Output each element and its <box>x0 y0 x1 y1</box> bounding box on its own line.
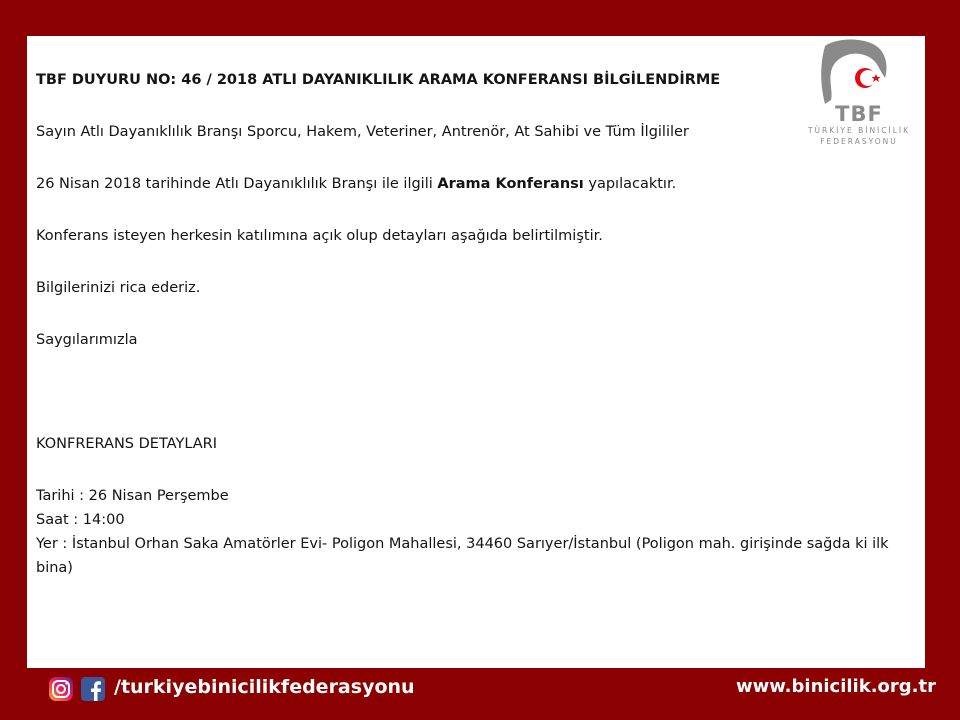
instagram-icon[interactable] <box>48 676 74 702</box>
announcement-text-after: yapılacaktır. <box>583 176 677 192</box>
announcement-text-bold: Arama Konferansı <box>437 176 584 192</box>
conference-date: Tarihi : 26 Nisan Perşembe <box>36 488 229 504</box>
conference-place: Yer : İstanbul Orhan Saka Amatörler Evi- Poligon Mahallesi, 34460 Sarıyer/İstanbul (Poligon mah. girişinde sağda ki ilk bina) <box>36 536 889 576</box>
logo-subtitle-line1: TÜRKİYE BİNİCİLİK <box>807 126 911 135</box>
announcement-body <box>36 68 896 580</box>
footer-bar <box>0 670 960 720</box>
logo-subtitle-line2: FEDERASYONU <box>820 137 898 146</box>
details-intro-text: Konferans isteyen herkesin katılımına açık olup detayları aşağıda belirtilmiştir. <box>36 228 603 244</box>
logo-abbreviation: TBF <box>835 102 883 126</box>
announcement-paragraph <box>36 172 896 196</box>
details-heading: KONFRERANS DETAYLARI <box>36 436 218 452</box>
info-request-text: Bilgilerinizi rica ederiz. <box>36 280 201 296</box>
social-handle-link[interactable]: /turkiyebinicilikfederasyonu <box>114 676 415 698</box>
announcement-title: TBF DUYURU NO: 46 / 2018 ATLI DAYANIKLILIK ARAMA KONFERANSI BİLGİLENDİRME <box>36 72 721 88</box>
closing-text: Saygılarımızla <box>36 332 138 348</box>
announcement-page <box>27 36 925 668</box>
conference-time: Saat : 14:00 <box>36 512 125 528</box>
facebook-icon[interactable] <box>80 676 106 702</box>
website-link[interactable]: www.binicilik.org.tr <box>735 676 936 697</box>
announcement-text-before: 26 Nisan 2018 tarihinde Atlı Dayanıklılık Branşı ile ilgili <box>36 176 438 192</box>
salutation-text: Sayın Atlı Dayanıklılık Branşı Sporcu, Hakem, Veteriner, Antrenör, At Sahibi ve Tüm İlgililer <box>36 124 689 140</box>
